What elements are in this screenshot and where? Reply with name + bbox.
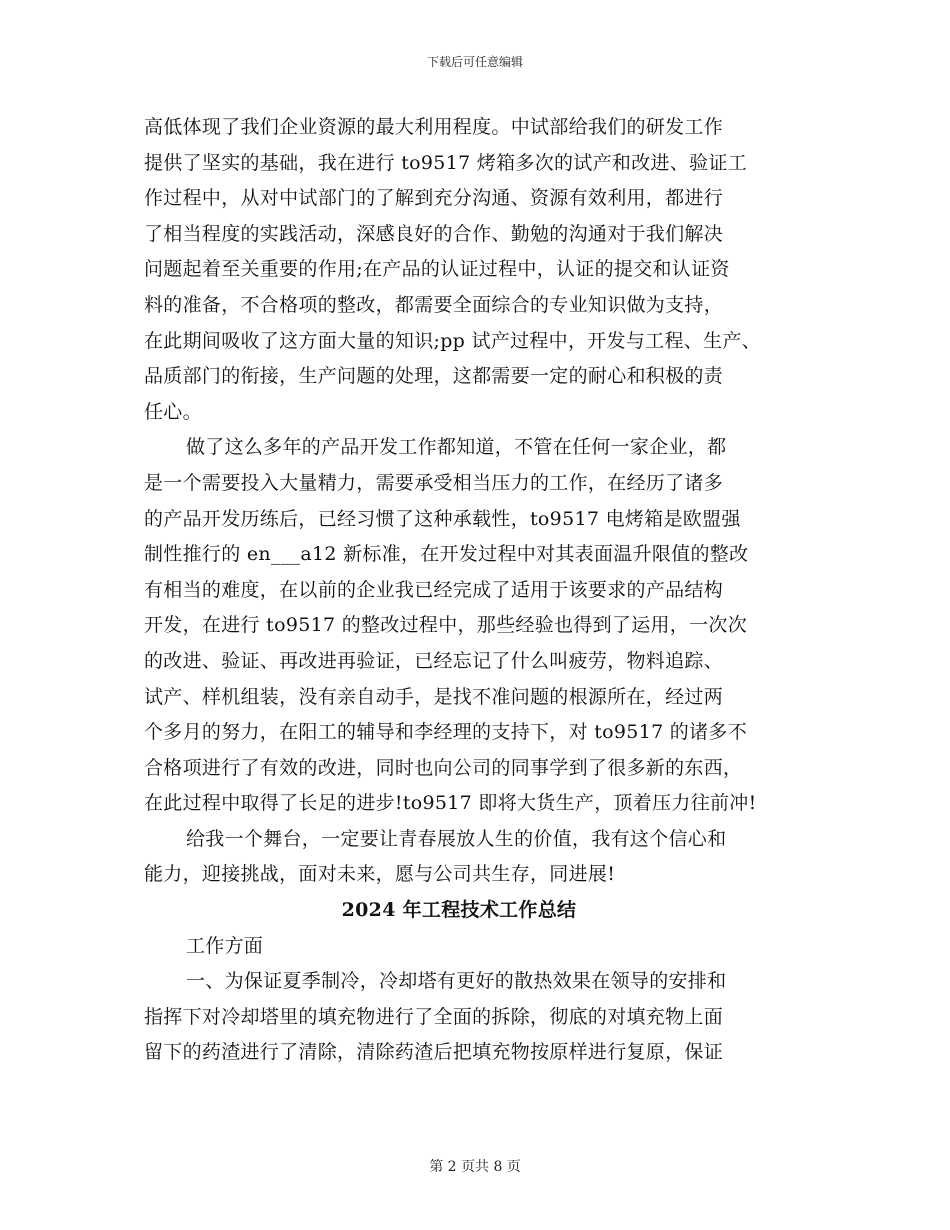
paragraph-line: 制性推行的 en___a12 新标准，在开发过程中对其表面温升限值的整改: [144, 543, 749, 566]
page-header: 下载后可任意编辑: [426, 55, 523, 69]
paragraph-line: 合格项进行了有效的改进，同时也向公司的同事学到了很多新的东西，: [144, 756, 743, 779]
subsection-label: 工作方面: [186, 934, 264, 957]
paragraph-line: 了相当程度的实践活动，深感良好的合作、勤勉的沟通对于我们解决: [144, 222, 724, 245]
paragraph-line: 指挥下对冷却塔里的填充物进行了全面的拆除，彻底的对填充物上面: [144, 1005, 724, 1028]
paragraph-line: 品质部门的衔接，生产问题的处理，这都需要一定的耐心和积极的责: [144, 365, 724, 388]
paragraph-line: 问题起着至关重要的作用;在产品的认证过程中，认证的提交和认证资: [144, 258, 730, 281]
paragraph-line: 个多月的努力，在阳工的辅导和李经理的支持下，对 to9517 的诸多不: [144, 721, 748, 744]
paragraph-line: 在此过程中取得了长足的进步!to9517 即将大货生产，顶着压力往前冲!: [144, 792, 757, 815]
paragraph-line: 一、为保证夏季制冷，冷却塔有更好的散热效果在领导的安排和: [186, 970, 727, 993]
paragraph-line: 能力，迎接挑战，面对未来，愿与公司共生存，同进展!: [144, 863, 616, 886]
paragraph-line: 料的准备，不合格项的整改，都需要全面综合的专业知识做为支持，: [144, 293, 724, 316]
paragraph-line: 的产品开发历练后，已经习惯了这种承载性，to9517 电烤箱是欧盟强: [144, 507, 741, 530]
paragraph-line: 的改进、验证、再改进再验证，已经忘记了什么叫疲劳，物料追踪、: [144, 649, 724, 672]
paragraph-line: 给我一个舞台，一定要让青春展放人生的价值，我有这个信心和: [186, 827, 727, 850]
paragraph-line: 做了这么多年的产品开发工作都知道，不管在任何一家企业，都: [186, 436, 727, 459]
paragraph-line: 作过程中，从对中试部门的了解到充分沟通、资源有效利用，都进行: [144, 187, 724, 210]
paragraph-line: 任心。: [144, 400, 202, 423]
paragraph-line: 留下的药渣进行了清除，清除药渣后把填充物按原样进行复原，保证: [144, 1041, 724, 1064]
paragraph-line: 是一个需要投入大量精力，需要承受相当压力的工作，在经历了诸多: [144, 471, 724, 494]
paragraph-line: 有相当的难度，在以前的企业我已经完成了适用于该要求的产品结构: [144, 578, 724, 601]
paragraph-line: 开发，在进行 to9517 的整改过程中，那些经验也得到了运用，一次次: [144, 614, 748, 637]
paragraph-line: 高低体现了我们企业资源的最大利用程度。中试部给我们的研发工作: [144, 116, 724, 138]
section-heading: 2024 年工程技术工作总结: [341, 899, 577, 922]
page-number: 第 2 页共 8 页: [429, 1159, 521, 1175]
document-body: [144, 110, 804, 1071]
paragraph-line: 试产、样机组装，没有亲自动手，是找不准问题的根源所在，经过两: [144, 685, 724, 708]
paragraph-line: 提供了坚实的基础，我在进行 to9517 烤箱多次的试产和改进、验证工: [144, 151, 748, 174]
paragraph-line: 在此期间吸收了这方面大量的知识;pp 试产过程中，开发与工程、生产、: [144, 329, 761, 352]
